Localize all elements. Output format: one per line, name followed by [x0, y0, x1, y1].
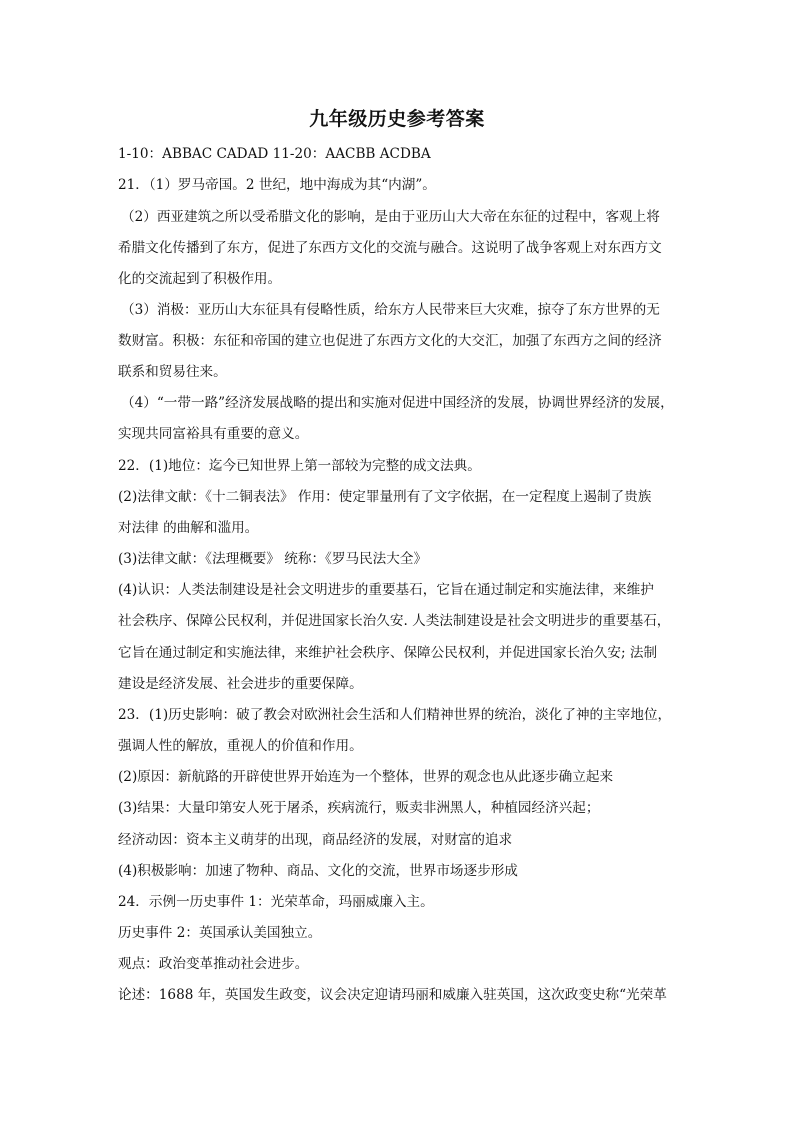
answer-line-23-4: (4)积极影响：加速了物种、商品、文化的交流，世界市场逐步形成: [118, 863, 518, 879]
answer-line-22-3: (3)法律文献：《法理概要》 统称：《罗马民法大全》: [118, 551, 428, 567]
answer-line-22-2-cont: 对法律 的曲解和滥用。: [118, 520, 259, 536]
answer-line-22-1: 22．(1)地位：迄今已知世界上第一部较为完整的成文法典。: [118, 458, 481, 474]
answer-line-23-3-cont: 经济动因：资本主义萌芽的出现，商品经济的发展，对财富的追求: [118, 832, 513, 848]
answer-line-23-3: (3)结果：大量印第安人死于屠杀，疾病流行，贩卖非洲黑人，种植园经济兴起；: [118, 800, 600, 816]
page-title: 九年级历史参考答案: [309, 108, 485, 130]
answer-line-22-4-cont: 建设是经济发展、社会进步的重要保障。: [118, 676, 363, 692]
answer-line-21-2: （2）西亚建筑之所以受希腊文化的影响，是由于亚历山大大帝在东征的过程中，客观上将: [121, 209, 660, 225]
answer-line-22-4-cont: 社会秩序、保障公民权利，并促进国家长治久安. 人类法制建设是社会文明进步的重要基石，: [118, 613, 671, 629]
answer-line-21-2-cont: 化的交流起到了积极作用。: [118, 271, 282, 287]
answer-line-24-argument: 论述：1688 年，英国发生政变，议会决定迎请玛丽和威廉入驻英国，这次政变史称“光荣革: [118, 987, 667, 1003]
answer-line-24-viewpoint: 观点：政治变革推动社会进步。: [118, 956, 309, 972]
answer-line-21-2-cont: 希腊文化传播到了东方，促进了东西方文化的交流与融合。这说明了战争客观上对东西方文: [118, 240, 662, 256]
answer-line-choice-keys: 1-10：ABBAC CADAD 11-20：AACBB ACDBA: [118, 146, 431, 162]
answer-line-22-4-cont: 它旨在通过制定和实施法律，来维护社会秩序、保障公民权利，并促进国家长治久安; 法制: [118, 645, 658, 661]
answer-line-21-4-cont: 实现共同富裕具有重要的意义。: [118, 426, 309, 442]
answer-line-21-3: （3）消极：亚历山大东征具有侵略性质，给东方人民带来巨大灾难，掠夺了东方世界的无: [121, 302, 660, 318]
answer-line-22-4: (4)认识：人类法制建设是社会文明进步的重要基石，它旨在通过制定和实施法律，来维护: [118, 582, 654, 598]
answer-line-23-2: (2)原因：新航路的开辟使世界开始连为一个整体，世界的观念也从此逐步确立起来: [118, 769, 614, 785]
answer-line-21-4: （4）“一带一路”经济发展战略的提出和实施对促进中国经济的发展，协调世界经济的发展，: [121, 395, 674, 411]
answer-line-22-2: (2)法律文献：《十二铜表法》 作用：使定罪量刑有了文字依据，在一定程度上遏制了贵族: [118, 489, 652, 505]
answer-line-21-3-cont: 联系和贸易往来。: [118, 364, 227, 380]
answer-line-24-event-2: 历史事件 2：英国承认美国独立。: [118, 925, 322, 941]
answer-line-21-3-cont: 数财富。积极：东征和帝国的建立也促进了东西方文化的大交汇，加强了东西方之间的经济: [118, 333, 662, 349]
answer-line-21-1: 21．（1）罗马帝国。2 世纪，地中海成为其“内湖”。: [118, 177, 436, 193]
answer-line-24-event-1: 24．示例一历史事件 1：光荣革命，玛丽威廉入主。: [118, 894, 434, 910]
answer-line-23-1-cont: 强调人性的解放，重视人的价值和作用。: [118, 738, 363, 754]
answer-line-23-1: 23．(1)历史影响：破了教会对欧洲社会生活和人们精神世界的统治，淡化了神的主宰地位，: [118, 707, 672, 723]
